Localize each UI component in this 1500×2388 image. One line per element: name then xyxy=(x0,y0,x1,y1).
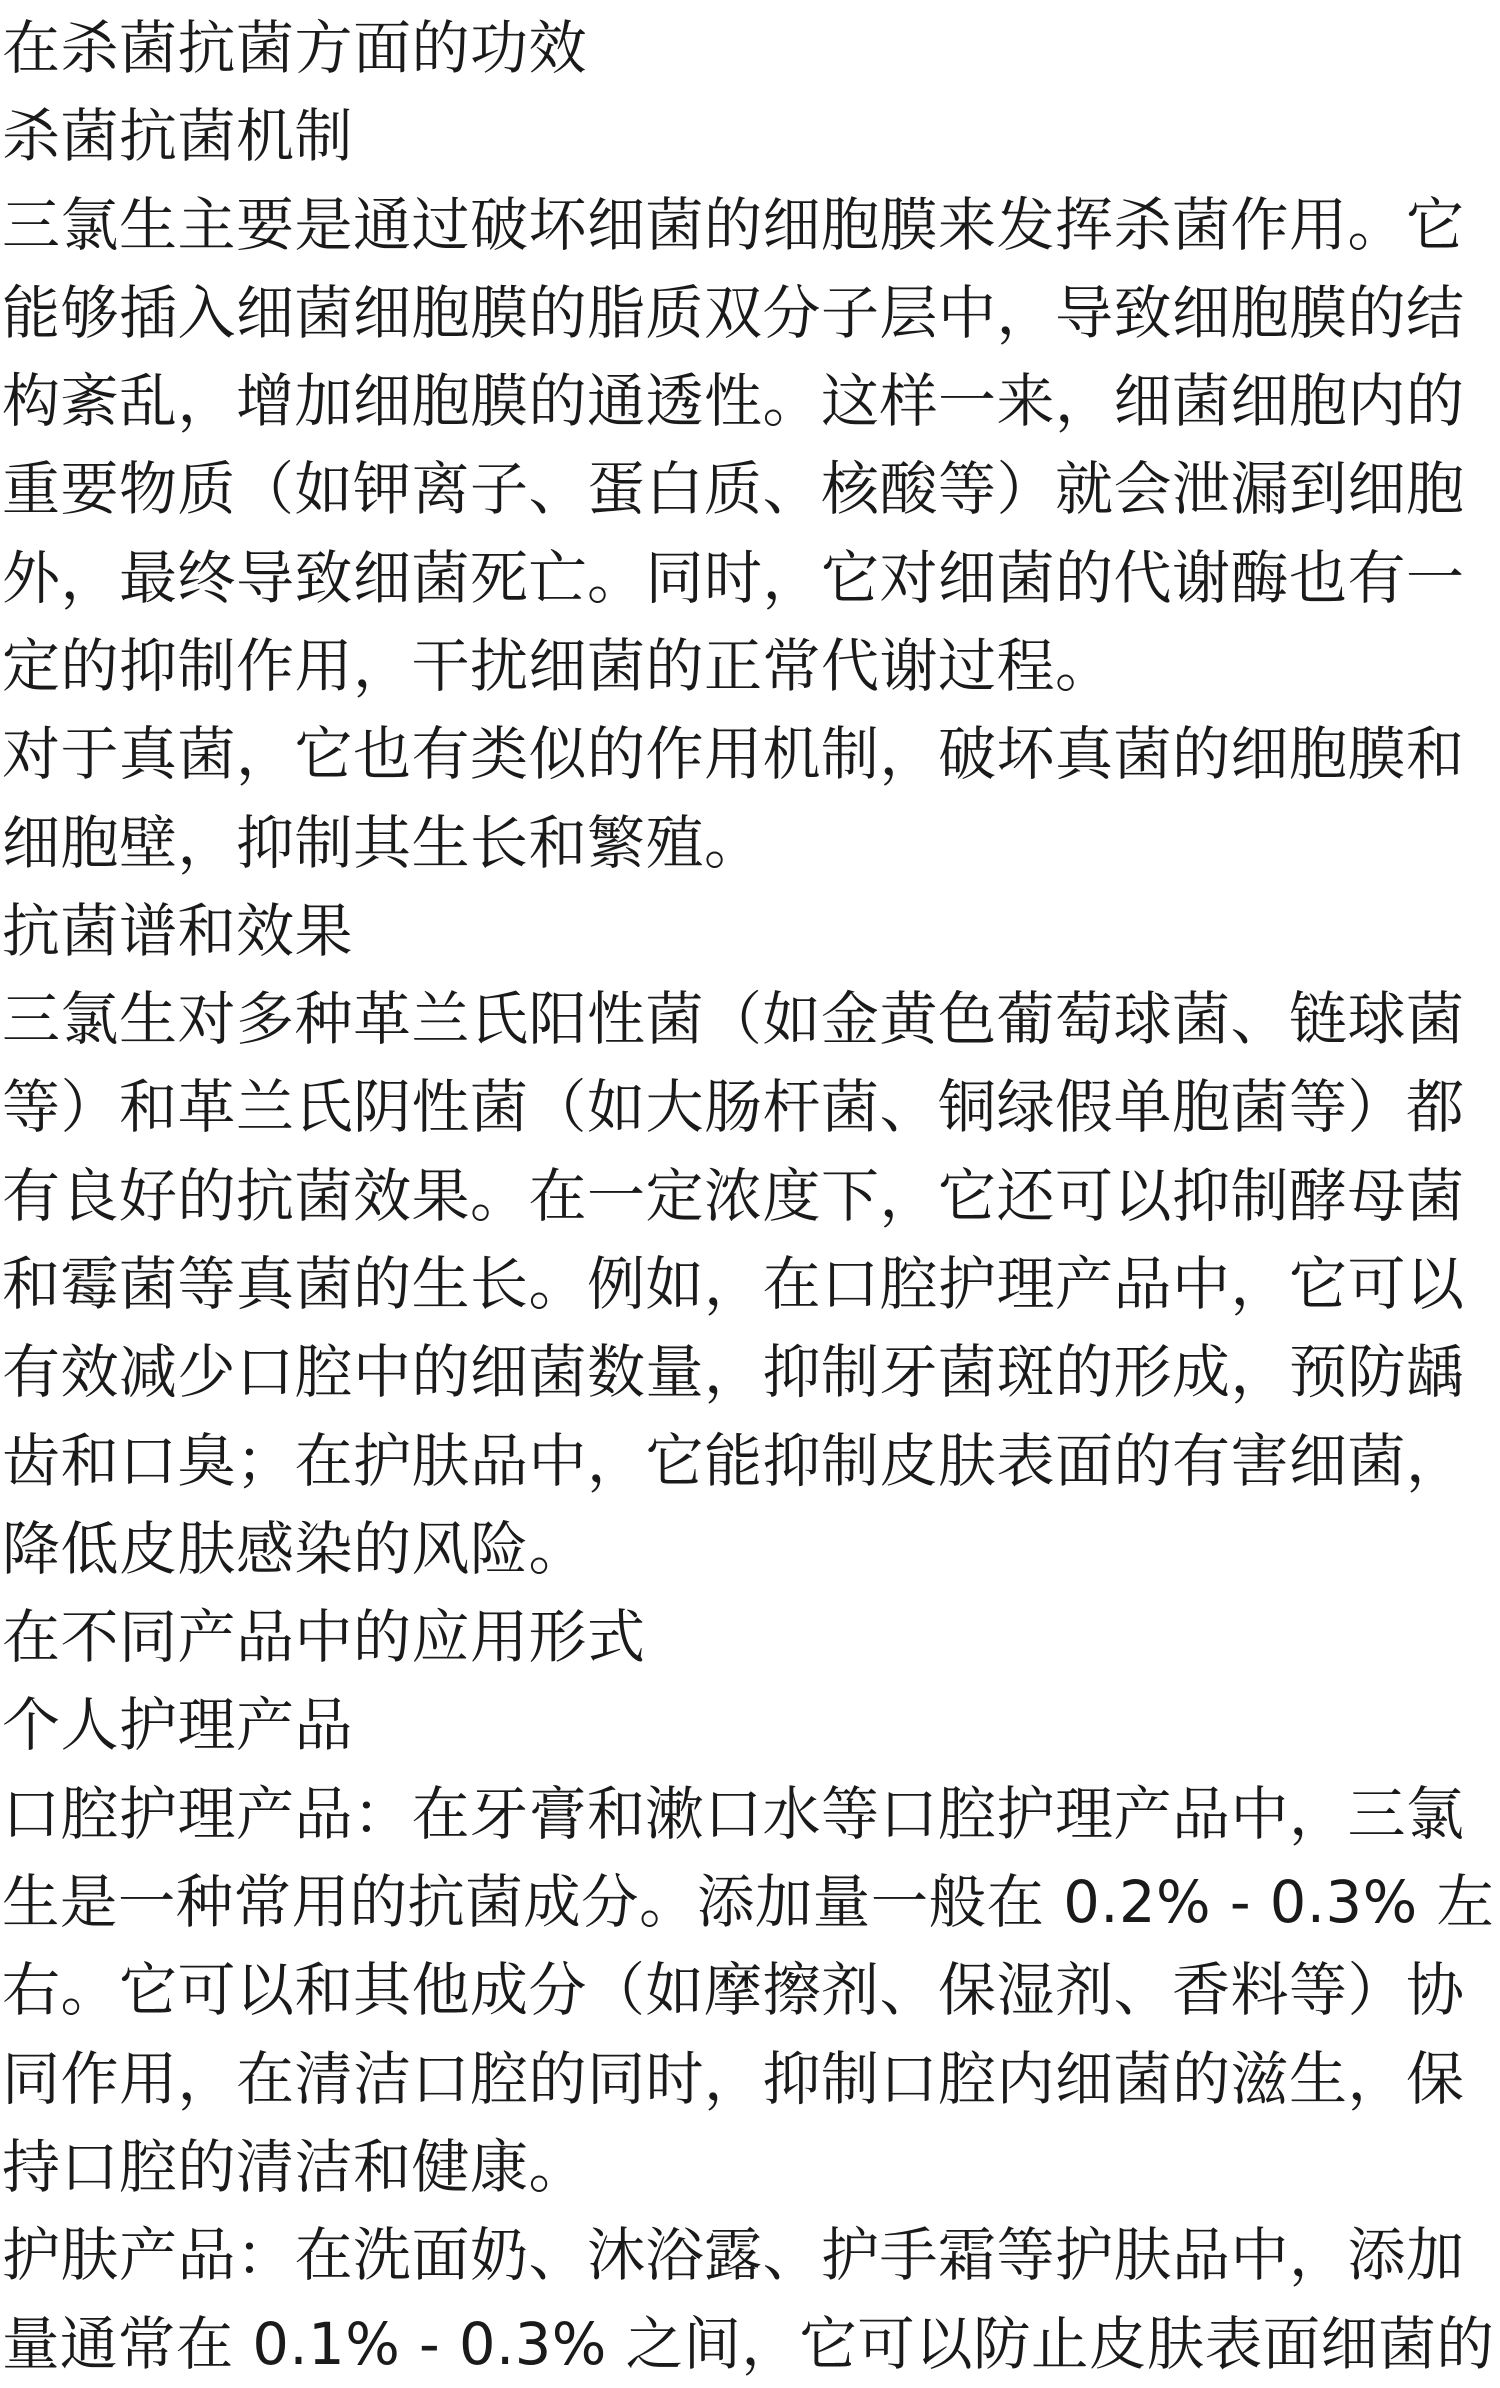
paragraph-line: 生是一种常用的抗菌成分。添加量一般在 0.2% - 0.3% 左 xyxy=(2,1868,1495,1936)
paragraph-line: 持口腔的清洁和健康。 xyxy=(2,2133,588,2201)
paragraph-line: 同作用，在清洁口腔的同时，抑制口腔内细菌的滋生，保 xyxy=(2,2045,1465,2113)
paragraph-line: 重要物质（如钾离子、蛋白质、核酸等）就会泄漏到细胞 xyxy=(2,455,1465,523)
subsection-heading: 个人护理产品 xyxy=(2,1691,354,1759)
subsection-heading: 杀菌抗菌机制 xyxy=(2,102,354,170)
paragraph-line: 有效减少口腔中的细菌数量，抑制牙菌斑的形成，预防龋 xyxy=(2,1338,1465,1406)
paragraph-line: 三氯生主要是通过破坏细菌的细胞膜来发挥杀菌作用。它 xyxy=(2,191,1465,259)
paragraph-line: 降低皮肤感染的风险。 xyxy=(2,1515,588,1583)
paragraph-line: 和霉菌等真菌的生长。例如，在口腔护理产品中，它可以 xyxy=(2,1250,1465,1318)
paragraph-line: 等）和革兰氏阴性菌（如大肠杆菌、铜绿假单胞菌等）都 xyxy=(2,1073,1465,1141)
paragraph-line: 护肤产品：在洗面奶、沐浴露、护手霜等护肤品中，添加 xyxy=(2,2221,1465,2289)
paragraph-line: 有良好的抗菌效果。在一定浓度下，它还可以抑制酵母菌 xyxy=(2,1162,1465,1230)
paragraph-line: 细胞壁，抑制其生长和繁殖。 xyxy=(2,809,763,877)
section-heading: 在不同产品中的应用形式 xyxy=(2,1603,646,1671)
paragraph-line: 右。它可以和其他成分（如摩擦剂、保湿剂、香料等）协 xyxy=(2,1956,1465,2024)
paragraph-line: 齿和口臭；在护肤品中，它能抑制皮肤表面的有害细菌， xyxy=(2,1427,1465,1495)
section-heading: 在杀菌抗菌方面的功效 xyxy=(2,14,588,82)
paragraph-line: 量通常在 0.1% - 0.3% 之间，它可以防止皮肤表面细菌的 xyxy=(2,2310,1495,2378)
paragraph-line: 对于真菌，它也有类似的作用机制，破坏真菌的细胞膜和 xyxy=(2,720,1465,788)
subsection-heading: 抗菌谱和效果 xyxy=(2,897,354,965)
paragraph-line: 外，最终导致细菌死亡。同时，它对细菌的代谢酶也有一 xyxy=(2,544,1465,612)
paragraph-line: 定的抑制作用，干扰细菌的正常代谢过程。 xyxy=(2,632,1114,700)
paragraph-line: 口腔护理产品：在牙膏和漱口水等口腔护理产品中，三氯 xyxy=(2,1780,1465,1848)
paragraph-line: 三氯生对多种革兰氏阳性菌（如金黄色葡萄球菌、链球菌 xyxy=(2,985,1465,1053)
paragraph-line: 构紊乱，增加细胞膜的通透性。这样一来，细菌细胞内的 xyxy=(2,367,1465,435)
paragraph-line: 能够插入细菌细胞膜的脂质双分子层中，导致细胞膜的结 xyxy=(2,279,1465,347)
